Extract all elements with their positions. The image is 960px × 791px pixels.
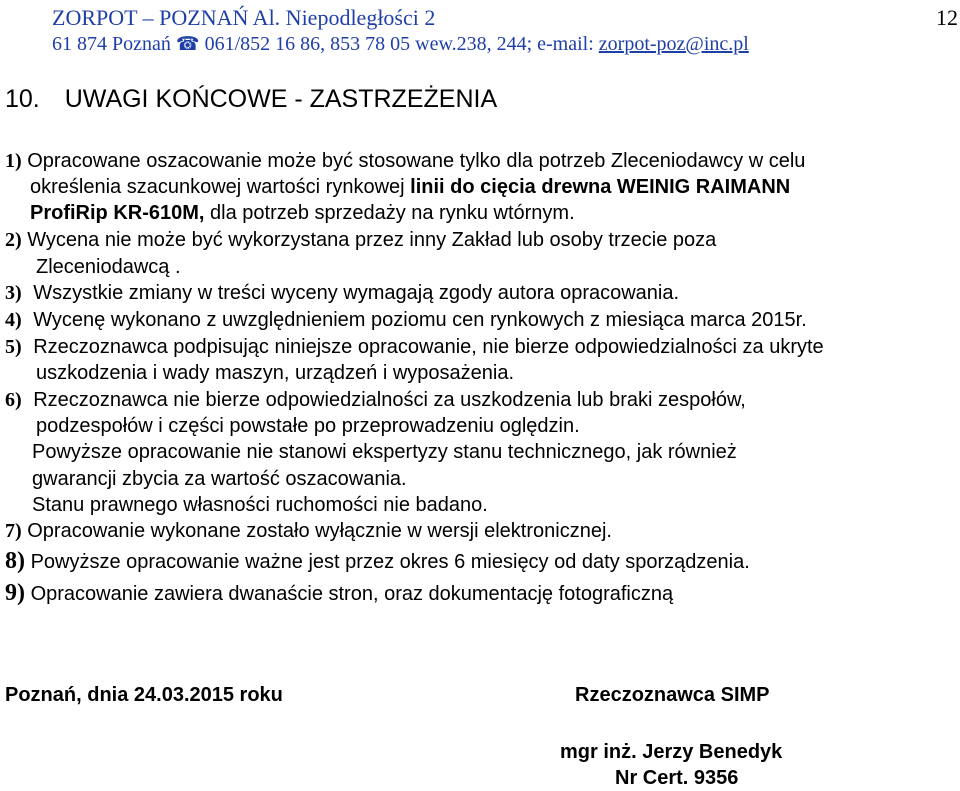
remark-7-number: 7) [5, 520, 22, 542]
remark-3-line-1 [5, 282, 679, 305]
remark-2-line-1 [5, 229, 716, 252]
remark-1-number: 1) [5, 150, 22, 172]
remark-5-line-1 [5, 336, 824, 359]
remark-9-number: 9) [5, 580, 25, 606]
remark-6-line-5: Stanu prawnego własności ruchomości nie badano. [32, 494, 488, 516]
remark-6-text: Rzeczoznawca nie bierze odpowiedzialności za uszkodzenia lub braki zespołów, [33, 389, 746, 411]
remark-5-text: Rzeczoznawca podpisując niniejsze opracowanie, nie bierze odpowiedzialności za ukryte [33, 336, 824, 358]
remark-1-text-3: dla potrzeb sprzedaży na rynku wtórnym. [210, 202, 575, 224]
remark-2-text: Wycena nie może być wykorzystana przez inny Zakład lub osoby trzecie poza [27, 229, 717, 251]
remark-1-text-2: określenia szacunkowej wartości rynkowej [30, 176, 405, 198]
remark-3-number: 3) [5, 282, 22, 304]
remark-9-line-1 [5, 580, 673, 607]
header-phones: 061/852 16 86, 853 78 05 wew.238, 244; e-mail: [204, 33, 594, 55]
remark-9-text: Opracowanie zawiera dwanaście stron, oraz dokumentację fotograficzną [30, 583, 674, 605]
remark-1-line-2 [30, 176, 790, 199]
remark-6-line-1 [5, 389, 746, 412]
machine-name: linii do cięcia drewna WEINIG RAIMANN [410, 176, 791, 198]
remark-5-number: 5) [5, 336, 22, 358]
remark-2-line-2: Zleceniodawcą . [36, 256, 181, 278]
remark-6-line-3: Powyższe opracowanie nie stanowi ekspertyzy stanu technicznego, jak również [32, 441, 737, 463]
remark-3-text: Wszystkie zmiany w treści wyceny wymagają zgody autora opracowania. [33, 282, 680, 304]
section-title: UWAGI KOŃCOWE - ZASTRZEŻENIA [64, 85, 498, 113]
remark-6-number: 6) [5, 389, 22, 411]
section-number: 10. [5, 85, 40, 113]
remark-4-number: 4) [5, 309, 22, 331]
remark-6-line-4: gwarancji zbycia za wartość oszacowania. [32, 468, 407, 490]
remark-7-line-1 [5, 520, 612, 543]
machine-model: ProfiRip KR-610M, [30, 202, 205, 224]
remark-1-text: Opracowane oszacowanie może być stosowane tylko dla potrzeb Zleceniodawcy w celu [27, 150, 806, 172]
remark-4-text: Wycenę wykonano z uwzględnieniem poziomu cen rynkowych z miesiąca marca 2015r. [33, 309, 807, 331]
remark-1-line-3 [30, 202, 575, 225]
page-number: 12 [936, 5, 958, 30]
remark-5-line-2: uszkodzenia i wady maszyn, urządzeń i wyposażenia. [36, 362, 515, 384]
remark-6-line-2: podzespołów i części powstałe po przeprowadzeniu oględzin. [36, 415, 580, 437]
signer-role: Rzeczoznawca SIMP [575, 684, 770, 706]
header-city: 61 874 Poznań [52, 33, 171, 55]
header-contact [52, 33, 749, 56]
section-heading [5, 85, 497, 114]
phone-icon: ☎ [175, 34, 200, 55]
remark-2-number: 2) [5, 229, 22, 251]
place-date: Poznań, dnia 24.03.2015 roku [5, 684, 283, 706]
remark-4-line-1 [5, 309, 807, 332]
remark-1-line-1 [5, 150, 805, 173]
header-company: ZORPOT – POZNAŃ Al. Niepodległości 2 [52, 5, 436, 30]
remark-7-text: Opracowanie wykonane zostało wyłącznie w wersji elektronicznej. [27, 520, 612, 542]
remark-8-text: Powyższe opracowanie ważne jest przez okres 6 miesięcy od daty sporządzenia. [30, 551, 750, 573]
remark-8-number: 8) [5, 548, 25, 574]
email-link[interactable]: zorpot-poz@inc.pl [598, 33, 749, 55]
certificate-number: Nr Cert. 9356 [615, 767, 739, 789]
remark-8-line-1 [5, 548, 750, 575]
signer-name: mgr inż. Jerzy Benedyk [560, 741, 783, 763]
